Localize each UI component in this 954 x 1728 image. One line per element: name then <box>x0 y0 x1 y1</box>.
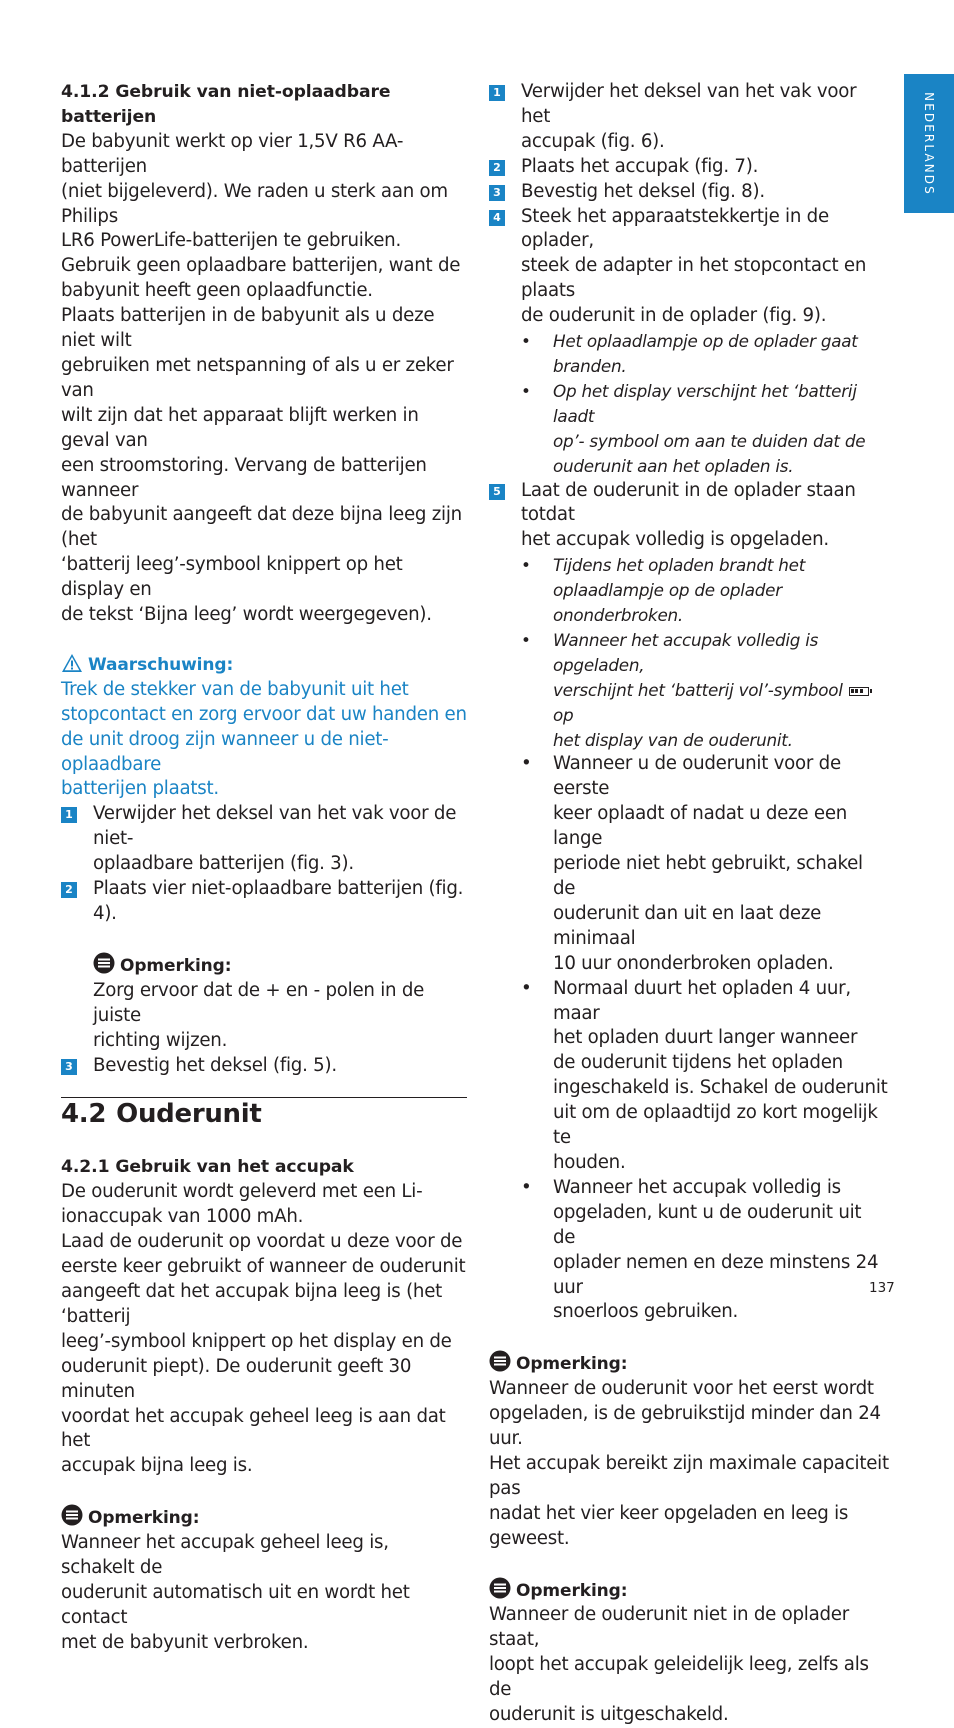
note-heading-2: Opmerking: <box>61 1504 467 1531</box>
bullet-text-line: oplader nemen en deze minstens 24 uur <box>553 1251 879 1298</box>
bullet-text-line: ouderunit aan het opladen is. <box>553 455 794 476</box>
steps-list-a <box>61 802 467 927</box>
section-heading-4-2: 4.2 Ouderunit <box>61 1097 467 1130</box>
note-text-3 <box>489 1377 889 1551</box>
text-line: ouderunit automatisch uit en wordt het contact <box>61 1581 410 1628</box>
right-column <box>489 80 889 1728</box>
step-text-line: Bevestig het deksel (fig. 8). <box>521 180 765 202</box>
note-heading-3: Opmerking: <box>489 1350 889 1377</box>
text-line: loopt het accupak geleidelijk leeg, zelfs als de <box>489 1654 869 1701</box>
step-number-badge: 2 <box>489 160 505 176</box>
note-text-4 <box>489 1603 889 1728</box>
note-icon <box>61 1504 83 1526</box>
text-line: ouderunit piept). De ouderunit geeft 30 minuten <box>61 1355 412 1402</box>
bullet-text-line: Tijdens het opladen brandt het <box>553 555 806 576</box>
step-number-badge: 3 <box>61 1059 77 1075</box>
note-heading-1: Opmerking: <box>61 952 467 979</box>
text-line: met de babyunit verbroken. <box>61 1631 309 1653</box>
note-heading-4: Opmerking: <box>489 1577 889 1604</box>
bullet-text-line: Wanneer het accupak volledig is <box>553 1176 841 1198</box>
text-line: een stroomstoring. Vervang de batterijen wanneer <box>61 454 427 501</box>
text-line: ‘batterij leeg’-symbool knippert op het display en <box>61 554 403 601</box>
text-line: aangeeft dat het accupak bijna leeg is (het ‘batterij <box>61 1280 443 1327</box>
text-line: Gebruik geen oplaadbare batterijen, want de <box>61 255 461 277</box>
bullets-step-4 <box>489 329 889 478</box>
step-number-badge: 1 <box>489 85 505 101</box>
text-line: nadat het vier keer opgeladen en leeg is geweest. <box>489 1502 849 1549</box>
step-text-line: Plaats het accupak (fig. 7). <box>521 155 759 177</box>
page-number: 137 <box>869 1280 895 1296</box>
bullets-step-5 <box>489 752 889 1325</box>
bullet-text-line: Normaal duurt het opladen 4 uur, maar <box>553 977 851 1024</box>
bullet-item: • Het oplaadlampje op de oplader gaat branden. <box>489 329 889 379</box>
note-text-2 <box>61 1531 467 1656</box>
step-item <box>489 205 889 330</box>
bullet-text-line: ouderunit dan uit en laat deze minimaal <box>553 902 822 949</box>
text-line: opgeladen, is de gebruikstijd minder dan 24 uur. <box>489 1403 881 1450</box>
text-line: De ouderunit wordt geleverd met een Li- <box>61 1181 423 1203</box>
bullet-text-line: Het oplaadlampje op de oplader gaat <box>553 331 858 352</box>
bullet-item: • Wanneer het accupak volledig is opgeladen, kunt u de ouderunit uit de oplader nemen en deze minstens 24 uur snoerloos gebruiken. <box>489 1176 889 1325</box>
bullet-item: • Op het display verschijnt het ‘batterij laadt op’- symbool om aan te duiden dat de ouderunit aan het opladen is. <box>489 379 889 479</box>
bullet-text-line: Op het display verschijnt het ‘batterij laadt <box>553 380 857 426</box>
text-line: voordat het accupak geheel leeg is aan dat het <box>61 1405 446 1452</box>
text-line: de babyunit aangeeft dat deze bijna leeg zijn (het <box>61 504 462 551</box>
step-item <box>489 180 889 205</box>
step-text-line: oplaadbare batterijen (fig. 3). <box>93 853 354 875</box>
step-text-line: Plaats vier niet-oplaadbare batterijen (fig. 4). <box>93 878 464 924</box>
text-line: Wanneer de ouderunit niet in de oplader staat, <box>489 1604 849 1651</box>
warning-heading: Waarschuwing: <box>61 653 467 678</box>
text-line: leeg’-symbool knippert op het display en de <box>61 1330 452 1352</box>
text-line: de tekst ‘Bijna leeg’ wordt weergegeven). <box>61 604 432 626</box>
text-line: wilt zijn dat het apparaat blijft werken in geval van <box>61 404 419 451</box>
bullets-step-5-italic <box>489 553 889 628</box>
text-line: Zorg ervoor dat de + en - polen in de juiste <box>93 979 425 1026</box>
step-item <box>61 877 467 927</box>
step-text-line: Steek het apparaatstekkertje in de oplader, <box>521 205 829 252</box>
text-line: batterijen plaatst. <box>61 778 219 800</box>
bullet-item: • Normaal duurt het opladen 4 uur, maar het opladen duurt langer wanneer de ouderunit tijdens het opladen ingeschakeld is. Schakel de ouderunit uit om de oplaadtijd zo kort mogelijk te houden. <box>489 977 889 1176</box>
step-number-badge: 3 <box>489 185 505 201</box>
bullet-text-line: Wanneer u de ouderunit voor de eerste <box>553 753 841 800</box>
text-line: stopcontact en zorg ervoor dat uw handen en <box>61 703 467 725</box>
bullet-text-line: snoerloos gebruiken. <box>553 1301 739 1323</box>
step-text-line: Verwijder het deksel van het vak voor de niet- <box>93 803 457 850</box>
bullet-text-line: oplaadlampje op de oplader ononderbroken. <box>553 580 782 626</box>
step-text-line: steek de adapter in het stopcontact en plaats <box>521 255 867 302</box>
step-text-line: het accupak volledig is opgeladen. <box>521 529 829 551</box>
language-tab-label: NEDERLANDS <box>922 91 936 196</box>
steps-list-b <box>489 80 889 329</box>
step-item <box>489 479 889 554</box>
step-number-badge: 1 <box>61 807 77 823</box>
bullet-text-line: opgeladen, kunt u de ouderunit uit de <box>553 1201 862 1248</box>
text-line: accupak bijna leeg is. <box>61 1455 253 1477</box>
bullet-item: • Wanneer u de ouderunit voor de eerste keer oplaadt of nadat u deze een lange periode niet hebt gebruikt, schakel de ouderunit dan uit en laat deze minimaal 10 uur ononderbroken opladen. <box>489 752 889 976</box>
text-line: eerste keer gebruikt of wanneer de ouderunit <box>61 1256 466 1278</box>
section-heading-4-1-2: 4.1.2 Gebruik van niet-oplaadbare batterijen <box>61 82 391 127</box>
step-number-badge: 5 <box>489 484 505 500</box>
step-item <box>489 80 889 155</box>
paragraph-batteries <box>61 130 467 628</box>
note-text-1 <box>61 979 467 1054</box>
left-column <box>61 80 467 1656</box>
bullet-text-line: 10 uur ononderbroken opladen. <box>553 952 834 974</box>
text-line: de unit droog zijn wanneer u de niet-oplaadbare <box>61 728 389 775</box>
paragraph-accupak <box>61 1180 467 1479</box>
note-icon <box>93 952 115 974</box>
text-line: LR6 PowerLife-batterijen te gebruiken. <box>61 230 401 252</box>
step-text-line: accupak (fig. 6). <box>521 130 665 152</box>
bullet-text-line: uit om de oplaadtijd zo kort mogelijk te <box>553 1102 878 1149</box>
note-icon <box>489 1577 511 1599</box>
text-line: Het accupak bereikt zijn maximale capaciteit pas <box>489 1452 889 1499</box>
bullet-text-line: houden. <box>553 1151 626 1173</box>
section-heading-4-2-1: 4.2.1 Gebruik van het accupak <box>61 1157 354 1178</box>
step-item <box>489 155 889 180</box>
text-line: De babyunit werkt op vier 1,5V R6 AA-batterijen <box>61 130 404 177</box>
step-text-line: Verwijder het deksel van het vak voor het <box>521 81 857 127</box>
bullet-text-line: periode niet hebt gebruikt, schakel de <box>553 853 863 899</box>
bullet-text-line: het opladen duurt langer wanneer <box>553 1027 858 1049</box>
bullet-text-line: ingeschakeld is. Schakel de ouderunit <box>553 1077 888 1099</box>
bullet-text-line: branden. <box>553 355 627 376</box>
text-line: Laad de ouderunit op voordat u deze voor de <box>61 1231 463 1253</box>
step-item <box>61 802 467 877</box>
battery-full-icon <box>849 687 869 696</box>
text-line: (niet bijgeleverd). We raden u sterk aan om Philips <box>61 180 448 227</box>
step-text-line: de ouderunit in de oplader (fig. 9). <box>521 305 827 327</box>
bullet-text-line: de ouderunit tijdens het opladen <box>553 1052 843 1074</box>
step-item: 3 Bevestig het deksel (fig. 5). <box>61 1054 467 1079</box>
text-line: babyunit heeft geen oplaadfunctie. <box>61 280 373 302</box>
bullet-item: • Wanneer het accupak volledig is opgeladen, verschijnt het ‘batterij vol’-symbool op het display van de ouderunit. <box>489 628 889 753</box>
text-line: Trek de stekker van de babyunit uit het <box>61 678 409 700</box>
bullet-text-line: op’- symbool om aan te duiden dat de <box>553 430 866 451</box>
step-number-badge: 4 <box>489 210 505 226</box>
bullet-text-line: keer oplaadt of nadat u deze een lange <box>553 803 848 850</box>
text-line: ionaccupak van 1000 mAh. <box>61 1206 304 1228</box>
text-line: Wanneer het accupak geheel leeg is, schakelt de <box>61 1532 389 1579</box>
step-5 <box>489 479 889 554</box>
text-line: gebruiken met netspanning of als u er zeker van <box>61 354 454 401</box>
note-icon <box>489 1350 511 1372</box>
language-tab <box>904 74 954 213</box>
warning-text <box>61 678 467 803</box>
step-text-line: Laat de ouderunit in de oplader staan totdat <box>521 479 856 526</box>
bullet-item: • Tijdens het opladen brandt het oplaadlampje op de oplader ononderbroken. <box>489 553 889 628</box>
step-number-badge: 2 <box>61 882 77 898</box>
text-line: ouderunit is uitgeschakeld. <box>489 1704 729 1726</box>
warning-icon <box>61 653 83 673</box>
text-line: Plaats batterijen in de babyunit als u deze niet wilt <box>61 305 435 352</box>
text-line: richting wijzen. <box>93 1029 228 1051</box>
text-line: Wanneer de ouderunit voor het eerst wordt <box>489 1378 874 1400</box>
